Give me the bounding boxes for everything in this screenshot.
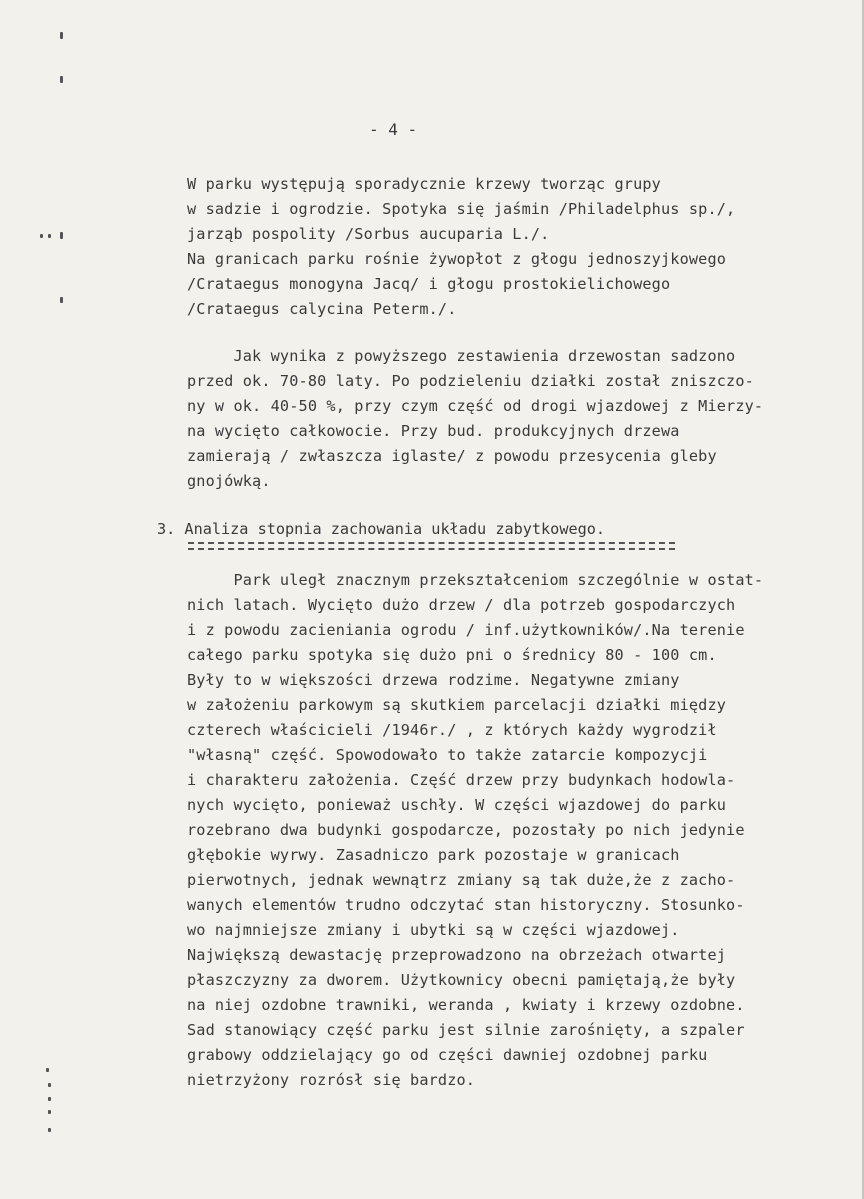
text-line: rozebrano dwa budynki gospodarcze, pozostały po nich jedynie xyxy=(187,821,745,839)
text-line: na niej ozdobne trawniki, weranda , kwiaty i krzewy ozdobne. xyxy=(187,996,745,1014)
paragraph-shrubs xyxy=(187,172,735,322)
text-line: przed ok. 70-80 laty. Po podzieleniu działki został zniszczo- xyxy=(187,372,754,390)
text-line: nych wycięto, ponieważ uschły. W części wjazdowej do parku xyxy=(187,796,727,814)
text-line: pierwotnych, jednak wewnątrz zmiany są tak duże,że z zacho- xyxy=(187,871,736,889)
punch-mark xyxy=(48,1110,51,1114)
text-line: płaszczyzny za dworem. Użytkownicy obecni pamiętają,że były xyxy=(187,971,736,989)
text-line: Jak wynika z powyższego zestawienia drzewostan sadzono xyxy=(187,347,736,365)
text-line: wanych elementów trudno odczytać stan historyczny. Stosunko- xyxy=(187,896,745,914)
punch-mark xyxy=(48,1097,51,1101)
text-line: w sadzie i ogrodzie. Spotyka się jaśmin /Philadelphus sp./, xyxy=(187,200,736,218)
text-line: ny w ok. 40-50 %, przy czym część od drogi wjazdowej z Mierzy- xyxy=(187,397,764,415)
text-line: zamierają / zwłaszcza iglaste/ z powodu przesycenia gleby xyxy=(187,447,717,465)
text-line: Największą dewastację przeprowadzono na obrzeżach otwartej xyxy=(187,946,727,964)
text-line: na wycięto całkowocie. Przy bud. produkcyjnych drzewa xyxy=(187,422,680,440)
text-line: i charakteru założenia. Część drzew przy budynkach hodowla- xyxy=(187,771,736,789)
text-line: całego parku spotyka się dużo pni o średnicy 80 - 100 cm. xyxy=(187,646,717,664)
text-line: w założeniu parkowym są skutkiem parcelacji działki między xyxy=(187,696,727,714)
punch-mark xyxy=(46,1068,49,1072)
paragraph-preservation-analysis xyxy=(187,568,763,1093)
paragraph-tree-stand xyxy=(187,344,763,494)
page-number: - 4 - xyxy=(369,120,418,139)
punch-mark xyxy=(60,32,63,39)
text-line: gnojówką. xyxy=(187,472,271,490)
section-heading: 3. Analiza stopnia zachowania układu zabytkowego. xyxy=(157,520,606,538)
text-line: grabowy oddzielający go od części dawniej ozdobnej parku xyxy=(187,1046,708,1064)
text-line: nietrzyżony rozrósł się bardzo. xyxy=(187,1071,476,1089)
text-line: jarząb pospolity /Sorbus aucuparia L./. xyxy=(187,225,550,243)
text-line: "własną" część. Spowodowało to także zatarcie kompozycji xyxy=(187,746,708,764)
punch-mark xyxy=(48,1083,51,1087)
punch-mark xyxy=(48,234,51,238)
punch-mark xyxy=(48,1128,51,1132)
text-line: wo najmniejsze zmiany i ubytki są w części wjazdowej. xyxy=(187,921,680,939)
text-line: czterech właścicieli /1946r./ , z których każdy wygrodził xyxy=(187,721,717,739)
text-line: Park uległ znacznym przekształceniom szczególnie w ostat- xyxy=(187,571,764,589)
text-line: W parku występują sporadycznie krzewy tworząc grupy xyxy=(187,175,661,193)
text-line: głębokie wyrwy. Zasadniczo park pozostaje w granicach xyxy=(187,846,680,864)
text-line: Na granicach parku rośnie żywopłot z głogu jednoszyjkowego xyxy=(187,250,727,268)
punch-mark xyxy=(60,76,63,83)
punch-mark xyxy=(40,234,43,238)
text-line: Sad stanowiący część parku jest silnie zarośnięty, a szpaler xyxy=(187,1021,745,1039)
punch-mark xyxy=(60,297,63,303)
text-line: Były to w większości drzewa rodzime. Negatywne zmiany xyxy=(187,671,680,689)
punch-mark xyxy=(60,232,63,239)
text-line: nich latach. Wycięto dużo drzew / dla potrzeb gospodarczych xyxy=(187,596,736,614)
text-line: /Crataegus calycina Peterm./. xyxy=(187,300,457,318)
heading-underline xyxy=(188,542,675,550)
text-line: /Crataegus monogyna Jacq/ i głogu prostokielichowego xyxy=(187,275,671,293)
text-line: i z powodu zacieniania ogrodu / inf.użytkowników/.Na terenie xyxy=(187,621,745,639)
